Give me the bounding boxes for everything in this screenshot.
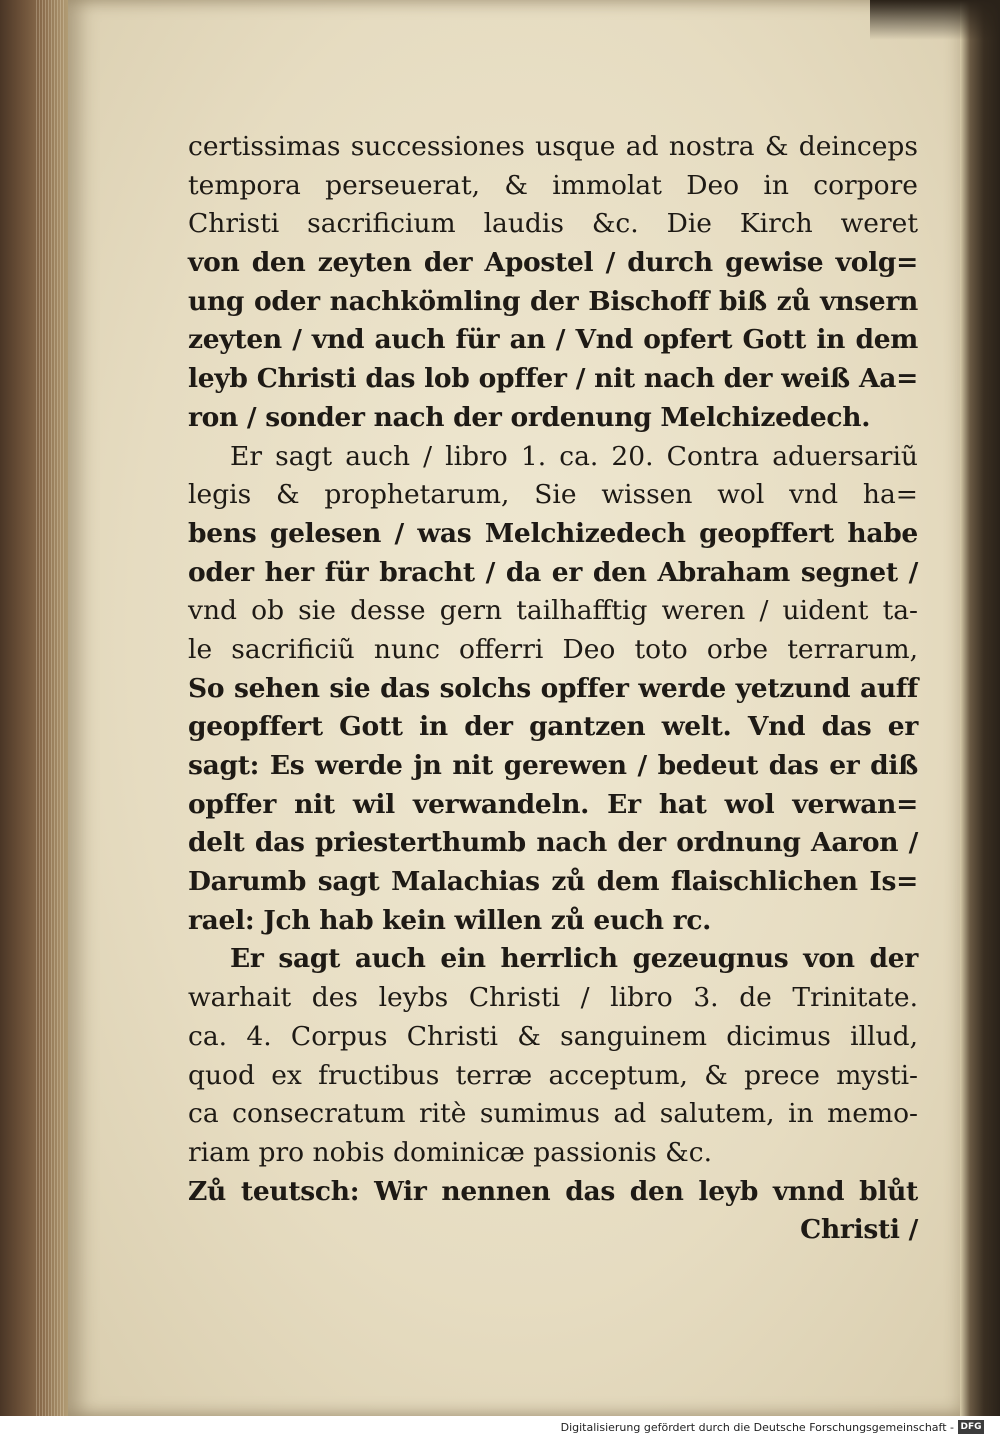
text-line: So sehen sie das solchs opffer werde yetzund auff <box>188 672 918 704</box>
text-line: delt das priesterthumb nach der ordnung Aaron / <box>188 827 918 859</box>
footer-credit: Digitalisierung gefördert durch die Deutsche Forschungsgemeinschaft - <box>560 1421 954 1434</box>
text-line: vnd ob sie desse gern tailhafftig weren / uident ta- <box>188 595 918 627</box>
text-line: Er sagt auch ein herrlich gezeugnus von der <box>230 943 918 975</box>
text-line: Er sagt auch / libro 1. ca. 20. Contra aduersariũ <box>230 440 918 472</box>
text-line: riam pro nobis dominicæ passionis &c. <box>188 1136 713 1168</box>
text-line: leyb Christi das lob opffer / nit nach der weiß Aa= <box>188 363 918 395</box>
text-line: rael: Jch hab kein willen zů euch rc. <box>188 904 712 936</box>
text-line: Christi / <box>800 1214 918 1246</box>
text-line: certissimas successiones usque ad nostra & deinceps <box>188 131 918 162</box>
text-line: Darumb sagt Malachias zů dem flaischlichen Is= <box>188 866 918 898</box>
book-corner-shadow <box>870 0 1000 40</box>
text-line: ca consecratum ritè sumimus ad salutem, in memo- <box>188 1098 918 1130</box>
text-line: sagt: Es werde jn nit gerewen / bedeut das er diß <box>188 750 918 781</box>
text-line: ca. 4. Corpus Christi & sanguinem dicimus illud, <box>188 1020 918 1052</box>
text-line: zeyten / vnd auch für an / Vnd opfert Gott in dem <box>188 324 918 356</box>
text-line: oder her für bracht / da er den Abraham segnet / <box>188 556 918 588</box>
text-line: legis & prophetarum, Sie wissen wol vnd ha= <box>188 479 918 511</box>
text-line: geopffert Gott in der gantzen welt. Vnd das er <box>188 711 918 743</box>
book-spine-edge <box>0 0 70 1416</box>
text-line: Zů teutsch: Wir nennen das den leyb vnnd blůt <box>188 1175 918 1207</box>
page-text-block <box>188 128 918 1250</box>
text-line: le sacrificiũ nunc offerri Deo toto orbe terrarum, <box>188 633 918 665</box>
book-fore-edge <box>960 0 1000 1416</box>
text-line: quod ex fructibus terræ acceptum, & prece mysti- <box>188 1059 918 1091</box>
text-line: warhait des leybs Christi / libro 3. de Trinitate. <box>188 982 918 1014</box>
text-line: Christi sacrificium laudis &c. Die Kirch weret <box>188 208 918 240</box>
text-line: bens gelesen / was Melchizedech geopffert habe <box>188 517 918 549</box>
dfg-logo: DFG <box>958 1420 984 1434</box>
text-line: ron / sonder nach der ordenung Melchizedech. <box>188 401 871 433</box>
text-line: opffer nit wil verwandeln. Er hat wol verwan= <box>188 788 918 820</box>
text-line: tempora perseuerat, & immolat Deo in corpore <box>188 169 918 201</box>
text-line: ung oder nachkömling der Bischoff biß zů vnsern <box>188 285 918 317</box>
text-line: von den zeyten der Apostel / durch gewise volg= <box>188 247 918 279</box>
